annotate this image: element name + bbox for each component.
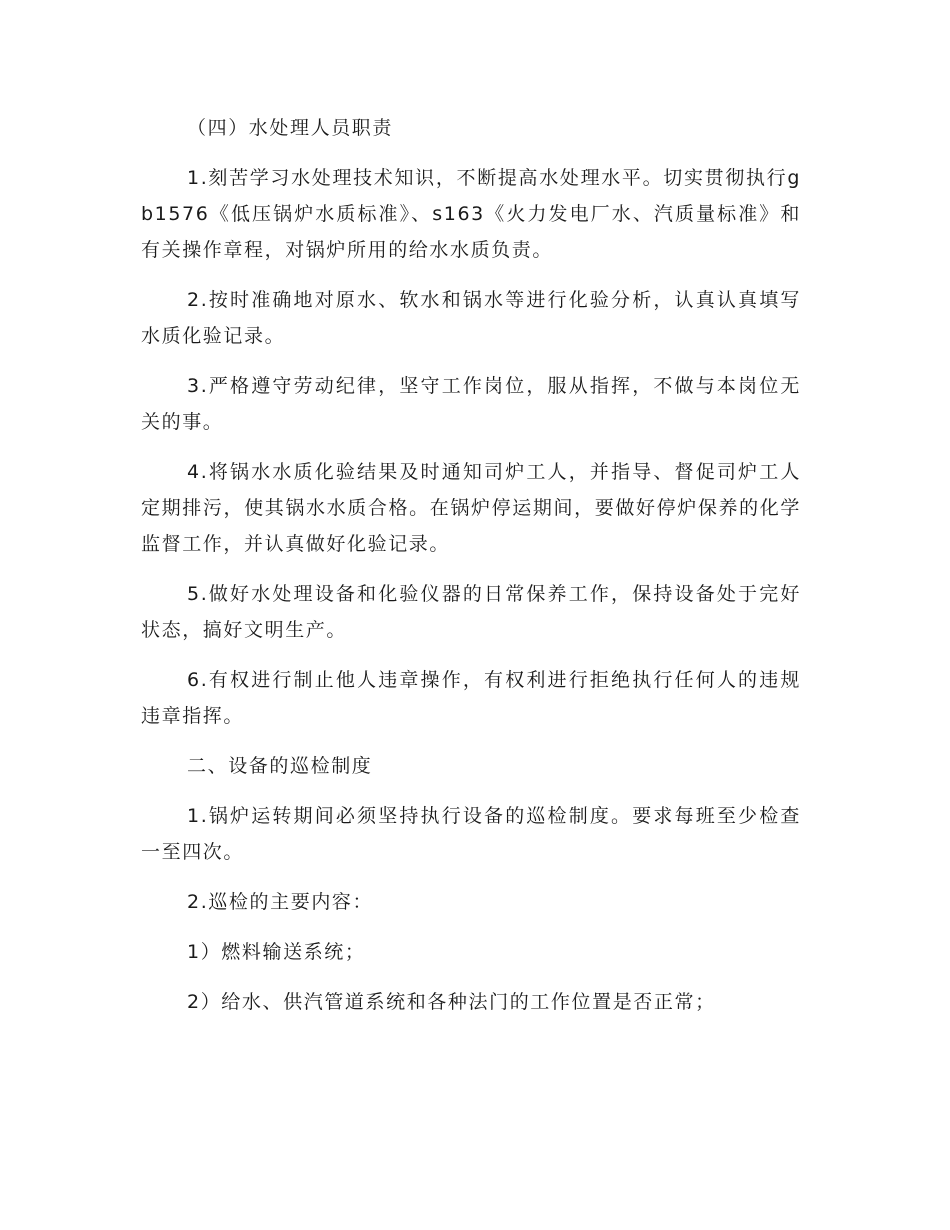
duty-item-6: 6.有权进行制止他人违章操作，有权利进行拒绝执行任何人的违规违章指挥。 xyxy=(141,669,801,727)
duty-item-3: 3.严格遵守劳动纪律，坚守工作岗位，服从指挥，不做与本岗位无关的事。 xyxy=(141,375,801,433)
inspection-subitem-2: 2）给水、供汽管道系统和各种法门的工作位置是否正常； xyxy=(187,991,716,1013)
inspection-subitem-1: 1）燃料输送系统； xyxy=(187,941,366,963)
inspection-item-1: 1.锅炉运转期间必须坚持执行设备的巡检制度。要求每班至少检查一至四次。 xyxy=(141,805,801,863)
document-body xyxy=(141,110,801,1034)
duty-item-2: 2.按时准确地对原水、软水和锅水等进行化验分析，认真认真填写水质化验记录。 xyxy=(141,289,801,347)
duty-item-1: 1.刻苦学习水处理技术知识，不断提高水处理水平。切实贯彻执行gb1576《低压锅炉水质标准》、s163《火力发电厂水、汽质量标准》和有关操作章程，对锅炉所用的给水水质负责。 xyxy=(141,167,801,261)
duty-item-5: 5.做好水处理设备和化验仪器的日常保养工作，保持设备处于完好状态，搞好文明生产。 xyxy=(141,583,801,641)
inspection-item-2: 2.巡检的主要内容： xyxy=(187,891,374,913)
duty-item-4: 4.将锅水水质化验结果及时通知司炉工人，并指导、督促司炉工人定期排污，使其锅水水质合格。在锅炉停运期间，要做好停炉保养的化学监督工作，并认真做好化验记录。 xyxy=(141,461,801,555)
section-heading: 二、设备的巡检制度 xyxy=(187,755,373,777)
section-heading: （四）水处理人员职责 xyxy=(187,117,394,139)
